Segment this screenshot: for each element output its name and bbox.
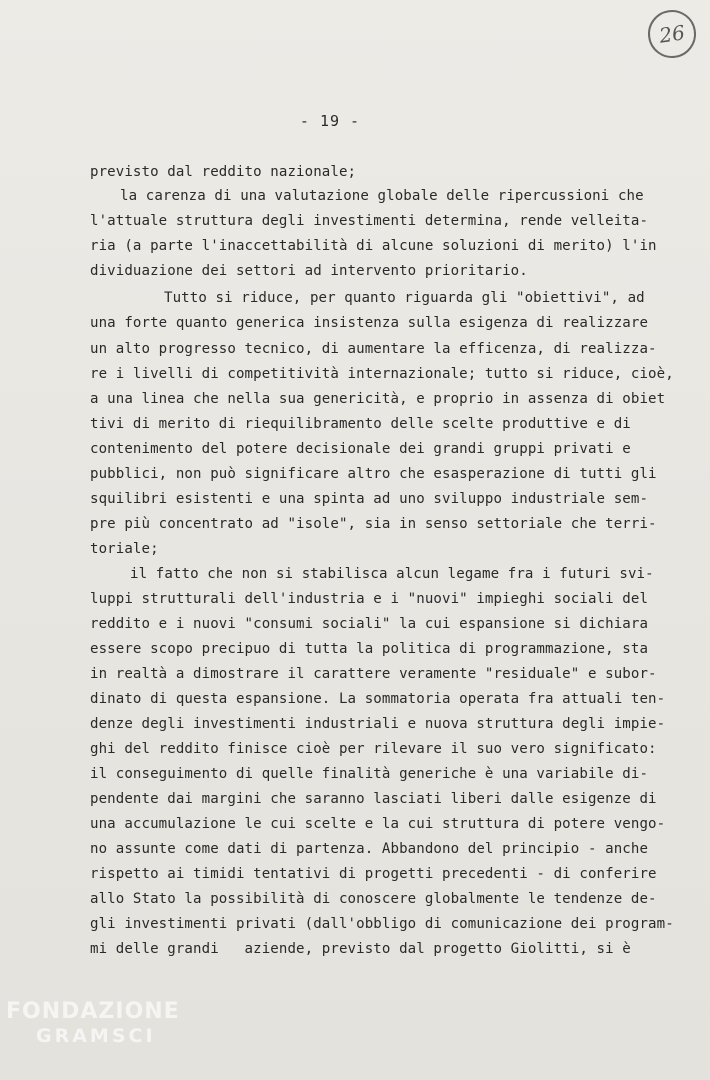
text-line: allo Stato la possibilità di conoscere globalmente le tendenze de- [90, 891, 657, 907]
text-line: contenimento del potere decisionale dei grandi gruppi privati e [90, 441, 631, 457]
text-line: rispetto ai timidi tentativi di progetti precedenti - di conferire [90, 866, 657, 882]
text-line: Tutto si riduce, per quanto riguarda gli "obiettivi", ad [164, 290, 645, 306]
text-line: la carenza di una valutazione globale delle ripercussioni che [120, 188, 644, 204]
text-line: luppi strutturali dell'industria e i "nuovi" impieghi sociali del [90, 591, 649, 607]
text-line: a una linea che nella sua genericità, e proprio in assenza di obiet [90, 391, 666, 407]
text-line: toriale; [90, 541, 159, 557]
text-line: pubblici, non può significare altro che esasperazione di tutti gli [90, 466, 657, 482]
text-line: l'attuale struttura degli investimenti determina, rende velleita- [90, 213, 649, 229]
text-line: no assunte come dati di partenza. Abbandono del principio - anche [90, 841, 649, 857]
text-line: una accumulazione le cui scelte e la cui struttura di potere vengo- [90, 816, 666, 832]
archive-watermark [6, 1000, 180, 1048]
text-line: previsto dal reddito nazionale; [90, 164, 357, 180]
text-line: il conseguimento di quelle finalità generiche è una variabile di- [90, 766, 649, 782]
text-line: pre più concentrato ad "isole", sia in senso settoriale che terri- [90, 516, 657, 532]
text-line: una forte quanto generica insistenza sulla esigenza di realizzare [90, 315, 649, 331]
text-line: ria (a parte l'inaccettabilità di alcune soluzioni di merito) l'in [90, 238, 657, 254]
text-line: un alto progresso tecnico, di aumentare la efficenza, di realizza- [90, 341, 657, 357]
page-number: - 19 - [299, 112, 361, 130]
text-line: mi delle grandi aziende, previsto dal progetto Giolitti, si è [90, 941, 631, 957]
archive-number-stamp: 26 [645, 7, 699, 61]
text-line: squilibri esistenti e una spinta ad uno sviluppo industriale sem- [90, 491, 649, 507]
watermark-line-1: FONDAZIONE [6, 999, 180, 1024]
text-line: re i livelli di competitività internazionale; tutto si riduce, cioè, [90, 366, 674, 382]
text-line: il fatto che non si stabilisca alcun legame fra i futuri svi- [130, 566, 654, 582]
text-line: essere scopo precipuo di tutta la politica di programmazione, sta [90, 641, 649, 657]
text-line: tivi di merito di riequilibramento delle scelte produttive e di [90, 416, 631, 432]
text-line: dinato di questa espansione. La sommatoria operata fra attuali ten- [90, 691, 666, 707]
text-line: in realtà a dimostrare il carattere veramente "residuale" e subor- [90, 666, 657, 682]
text-line: dividuazione dei settori ad intervento prioritario. [90, 263, 528, 279]
text-line: reddito e i nuovi "consumi sociali" la cui espansione si dichiara [90, 616, 649, 632]
text-line: ghi del reddito finisce cioè per rilevare il suo vero significato: [90, 741, 657, 757]
text-line: denze degli investimenti industriali e nuova struttura degli impie- [90, 716, 666, 732]
text-line: pendente dai margini che saranno lasciati liberi dalle esigenze di [90, 791, 657, 807]
text-line: gli investimenti privati (dall'obbligo di comunicazione dei program- [90, 916, 674, 932]
watermark-line-2: GRAMSCI [36, 1025, 156, 1047]
